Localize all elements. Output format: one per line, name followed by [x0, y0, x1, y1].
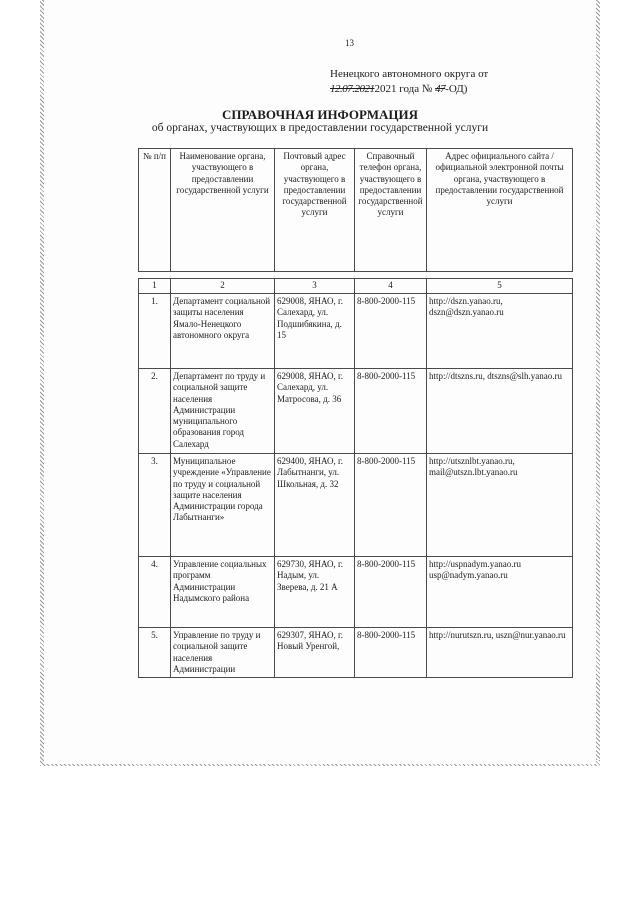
organ-name: Управление социальных программ Администрации Надымского района — [171, 557, 275, 628]
website-email: http://dszn.yanao.ru, dszn@dszn.yanao.ru — [427, 294, 573, 369]
organ-name: Муниципальное учреждение «Управление по труду и социальной защите населения Администрации города Лабытнанги» — [171, 454, 275, 557]
website-email: http://uspnadym.yanao.ru usp@nadym.yanao.ru — [427, 557, 573, 628]
row-number: 1. — [139, 294, 171, 369]
header-suffix: -ОД) — [445, 83, 468, 95]
info-table — [138, 148, 573, 678]
column-number: 2 — [171, 279, 275, 294]
phone-number: 8-800-2000-115 — [355, 628, 427, 678]
table-row — [139, 557, 573, 628]
website-email: http://nurutszn.ru, uszn@nur.yanao.ru — [427, 628, 573, 678]
header-cell-phone: Справочный телефон органа, участвующего в предоставлении государственной услуги — [355, 149, 427, 272]
header-cell-address: Почтовый адрес органа, участвующего в предоставлении государственной услуги — [275, 149, 355, 272]
table-header-row — [139, 149, 573, 272]
organ-name: Департамент социальной защиты населения Ямало-Ненецкого автономного округа — [171, 294, 275, 369]
phone-number: 8-800-2000-115 — [355, 557, 427, 628]
organ-name: Департамент по труду и социальной защите населения Администрации муниципального образования город Салехард — [171, 369, 275, 454]
row-number: 2. — [139, 369, 171, 454]
phone-number: 8-800-2000-115 — [355, 369, 427, 454]
header-year-text: 2021 года № — [374, 83, 433, 95]
handwritten-number: 47 — [435, 83, 446, 95]
handwritten-date: 12.07.2021 — [330, 83, 375, 95]
table-row — [139, 454, 573, 557]
table-gap-row — [139, 272, 573, 279]
row-number: 3. — [139, 454, 171, 557]
website-email: http://utsznlbt.yanao.ru, mail@utszn.lbt.yanao.ru — [427, 454, 573, 557]
document-subtitle: об органах, участвующих в предоставлении государственной услуги — [151, 122, 489, 134]
header-line-2 — [330, 83, 467, 95]
phone-number: 8-800-2000-115 — [355, 294, 427, 369]
column-number: 4 — [355, 279, 427, 294]
organ-name: Управление по труду и социальной защите населения Администрации — [171, 628, 275, 678]
header-cell-num: № п/п — [139, 149, 171, 272]
row-number: 5. — [139, 628, 171, 678]
header-cell-web: Адрес официального сайта /официальной электронной почты органа, участвующего в предоставлении государственной услуги — [427, 149, 573, 272]
website-email: http://dtszns.ru, dtszns@slh.yanao.ru — [427, 369, 573, 454]
postal-address: 629008, ЯНАО, г. Салехард, ул. Матросова, д. 36 — [275, 369, 355, 454]
table-row — [139, 369, 573, 454]
postal-address: 629008, ЯНАО, г. Салехард, ул. Подшибякина, д. 15 — [275, 294, 355, 369]
document-title: СПРАВОЧНАЯ ИНФОРМАЦИЯ — [222, 107, 418, 122]
postal-address: 629307, ЯНАО, г. Новый Уренгой, — [275, 628, 355, 678]
row-number: 4. — [139, 557, 171, 628]
postal-address: 629400, ЯНАО, г. Лабытнанги, ул. Школьная, д. 32 — [275, 454, 355, 557]
column-number: 5 — [427, 279, 573, 294]
page-number: 13 — [345, 38, 354, 48]
header-cell-name: Наименование органа, участвующего в предоставлении государственной услуги — [171, 149, 275, 272]
table-row — [139, 294, 573, 369]
column-number: 3 — [275, 279, 355, 294]
phone-number: 8-800-2000-115 — [355, 454, 427, 557]
header-line-1: Ненецкого автономного округа от — [330, 68, 489, 80]
table-row — [139, 628, 573, 678]
postal-address: 629730, ЯНАО, г. Надым, ул. Зверева, д. 21 А — [275, 557, 355, 628]
column-number: 1 — [139, 279, 171, 294]
column-number-row — [139, 279, 573, 294]
